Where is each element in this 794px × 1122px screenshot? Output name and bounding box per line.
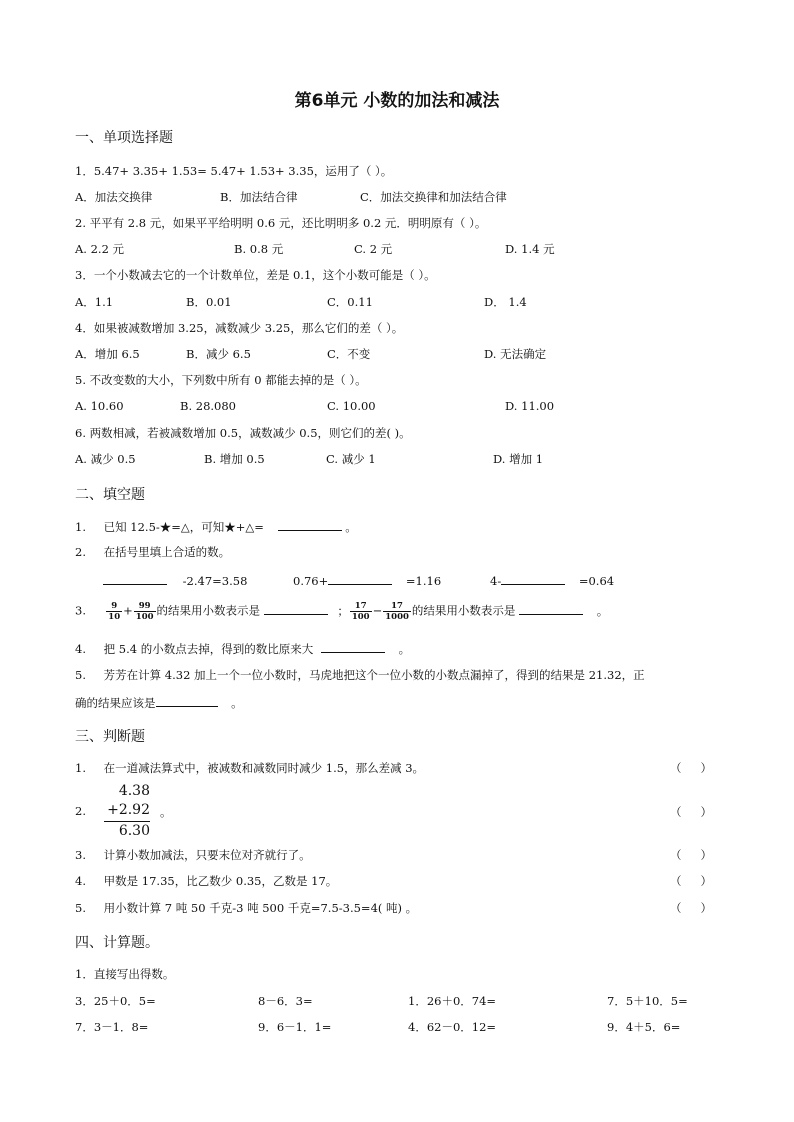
question-2-2 <box>75 544 230 560</box>
question-number: 2. <box>75 804 86 818</box>
section-heading-calc: 四、计算题。 <box>75 935 159 951</box>
sum: 6.30 <box>104 821 150 841</box>
semicolon: ； <box>337 603 349 618</box>
addend-top: 4.38 <box>118 783 150 799</box>
fraction: $\frac{17}{100}$ <box>351 601 370 622</box>
option-a: A．加法交换律 <box>75 190 153 204</box>
equation-text: =0.64 <box>578 574 615 588</box>
fraction: $\frac{17}{1000}$ <box>385 601 409 622</box>
section-heading-choice: 一、单项选择题 <box>75 130 173 146</box>
equation-text: -2.47=3.58 <box>182 574 248 588</box>
calc-item: 3．25＋0．5= <box>75 994 156 1008</box>
question-1-6: 6. 两数相减，若被减数增加 0.5，减数减少 0.5，则它们的差( )。 <box>75 426 411 440</box>
calc-item: 9．6－1．1= <box>258 1020 332 1034</box>
calc-item: 7．3－1．8= <box>75 1020 149 1034</box>
option-c: C．加法交换律和加法结合律 <box>360 190 507 204</box>
option-a: A. 2.2 元 <box>75 242 125 256</box>
option-c: C. 2 元 <box>354 242 393 256</box>
period: 。 <box>160 805 172 819</box>
answer-blank[interactable] <box>519 602 583 615</box>
calc-item: 9．4＋5．6= <box>607 1020 681 1034</box>
addend-bottom: +2.92 <box>107 802 150 818</box>
sub-instruction: 1．直接写出得数。 <box>75 967 175 981</box>
question-text: 已知 12.5-★=△，可知★+△= <box>103 520 264 534</box>
option-d: D. 无法确定 <box>484 347 547 361</box>
question-2-5 <box>75 667 645 683</box>
question-number: 5. <box>75 901 86 915</box>
question-text: 的结果用小数表示是 <box>156 603 261 618</box>
option-d: D. 增加 1 <box>493 452 544 466</box>
question-2-5-cont <box>75 694 243 711</box>
question-number: 5. <box>75 668 86 682</box>
question-2-3 <box>75 601 608 622</box>
option-b: B．减少 6.5 <box>186 347 251 361</box>
question-text: 芳芳在计算 4.32 加上一个一位小数时，马虎地把这个一位小数的小数点漏掉了，得到的结果是 21.32，正 <box>103 668 645 682</box>
option-c: C．不变 <box>327 347 371 361</box>
question-1-4: 4．如果被减数增加 3.25，减数减少 3.25，那么它们的差（ ）。 <box>75 321 404 335</box>
option-a: A．1.1 <box>75 295 114 309</box>
option-b: B. 28.080 <box>180 399 237 413</box>
answer-blank[interactable] <box>328 572 392 585</box>
question-1-2: 2. 平平有 2.8 元，如果平平给明明 0.6 元，还比明明多 0.2 元．明明原有（ ）。 <box>75 216 487 230</box>
option-a: A. 10.60 <box>75 399 124 413</box>
question-text: 在括号里填上合适的数。 <box>103 545 231 559</box>
minus-sign: − <box>372 603 383 618</box>
answer-blank[interactable] <box>156 694 218 707</box>
page-title: 第6单元 小数的加法和减法 <box>294 91 500 111</box>
question-2-1 <box>75 518 357 535</box>
question-text: 的结果用小数表示是 <box>411 603 516 618</box>
question-1-3: 3．一个小数减去它的一个计数单位，差是 0.1，这个小数可能是（ ）。 <box>75 268 436 282</box>
calc-item: 4．62－0．12= <box>408 1020 497 1034</box>
option-c: C. 10.00 <box>327 399 376 413</box>
question-text: 用小数计算 7 吨 50 千克-3 吨 500 千克=7.5-3.5=4( 吨) 。 <box>103 901 418 915</box>
question-3-1 <box>75 760 424 776</box>
question-1-1: 1．5.47+ 3.35+ 1.53= 5.47+ 1.53+ 3.35，运用了（ ）。 <box>75 164 393 178</box>
option-d: D. 11.00 <box>505 399 555 413</box>
fraction: $\frac{99}{100}$ <box>135 601 154 622</box>
question-number: 1. <box>75 761 86 775</box>
question-3-4 <box>75 873 337 889</box>
period: 。 <box>398 642 411 656</box>
period: 。 <box>596 603 609 618</box>
fraction: $\frac{9}{10}$ <box>108 601 121 622</box>
question-number: 1. <box>75 520 86 534</box>
question-3-3 <box>75 847 311 863</box>
equation-2 <box>293 572 441 588</box>
question-number: 4. <box>75 642 86 656</box>
period: 。 <box>345 520 357 534</box>
question-number: 4. <box>75 874 86 888</box>
question-text: 把 5.4 的小数点去掉，得到的数比原来大 <box>103 642 314 656</box>
calc-item: 8－6．3= <box>258 994 313 1008</box>
question-number: 3. <box>75 848 86 862</box>
question-3-5 <box>75 900 417 916</box>
answer-blank[interactable] <box>501 572 565 585</box>
answer-blank[interactable] <box>264 602 328 615</box>
vertical-addition <box>104 782 150 841</box>
option-b: B．0.01 <box>186 295 232 309</box>
section-heading-fill: 二、填空题 <box>75 487 145 503</box>
option-b: B．加法结合律 <box>220 190 298 204</box>
question-text: 计算小数加减法，只要末位对齐就行了。 <box>103 848 311 862</box>
answer-blank[interactable] <box>278 518 342 531</box>
equation-3 <box>490 572 614 588</box>
option-d: D． 1.4 <box>484 295 527 309</box>
question-1-5: 5. 不改变数的大小，下列数中所有 0 都能去掉的是（ ）。 <box>75 373 367 387</box>
question-2-4 <box>75 640 410 657</box>
option-a: A. 减少 0.5 <box>75 452 136 466</box>
question-text: 在一道减法算式中，被减数和减数同时减少 1.5，那么差减 3。 <box>103 761 425 775</box>
calc-item: 1．26＋0．74= <box>408 994 497 1008</box>
question-text: 甲数是 17.35，比乙数少 0.35，乙数是 17。 <box>103 874 338 888</box>
period: 。 <box>231 696 243 710</box>
plus-sign: + <box>123 603 133 618</box>
equation-1 <box>103 572 247 588</box>
option-c: C. 减少 1 <box>326 452 376 466</box>
calc-item: 7．5＋10．5= <box>607 994 688 1008</box>
option-b: B. 0.8 元 <box>234 242 284 256</box>
equation-text: 4- <box>490 574 502 588</box>
question-number: 2. <box>75 545 86 559</box>
answer-blank[interactable] <box>321 640 385 653</box>
option-c: C．0.11 <box>327 295 373 309</box>
equation-text: 0.76+ <box>293 574 329 588</box>
option-a: A．增加 6.5 <box>75 347 140 361</box>
equation-text: =1.16 <box>405 574 442 588</box>
option-d: D. 1.4 元 <box>505 242 555 256</box>
question-text: 确的结果应该是 <box>75 696 156 710</box>
answer-blank[interactable] <box>103 572 167 585</box>
section-heading-judge: 三、判断题 <box>75 729 145 745</box>
question-number: 3. <box>75 603 86 618</box>
option-b: B. 增加 0.5 <box>204 452 265 466</box>
